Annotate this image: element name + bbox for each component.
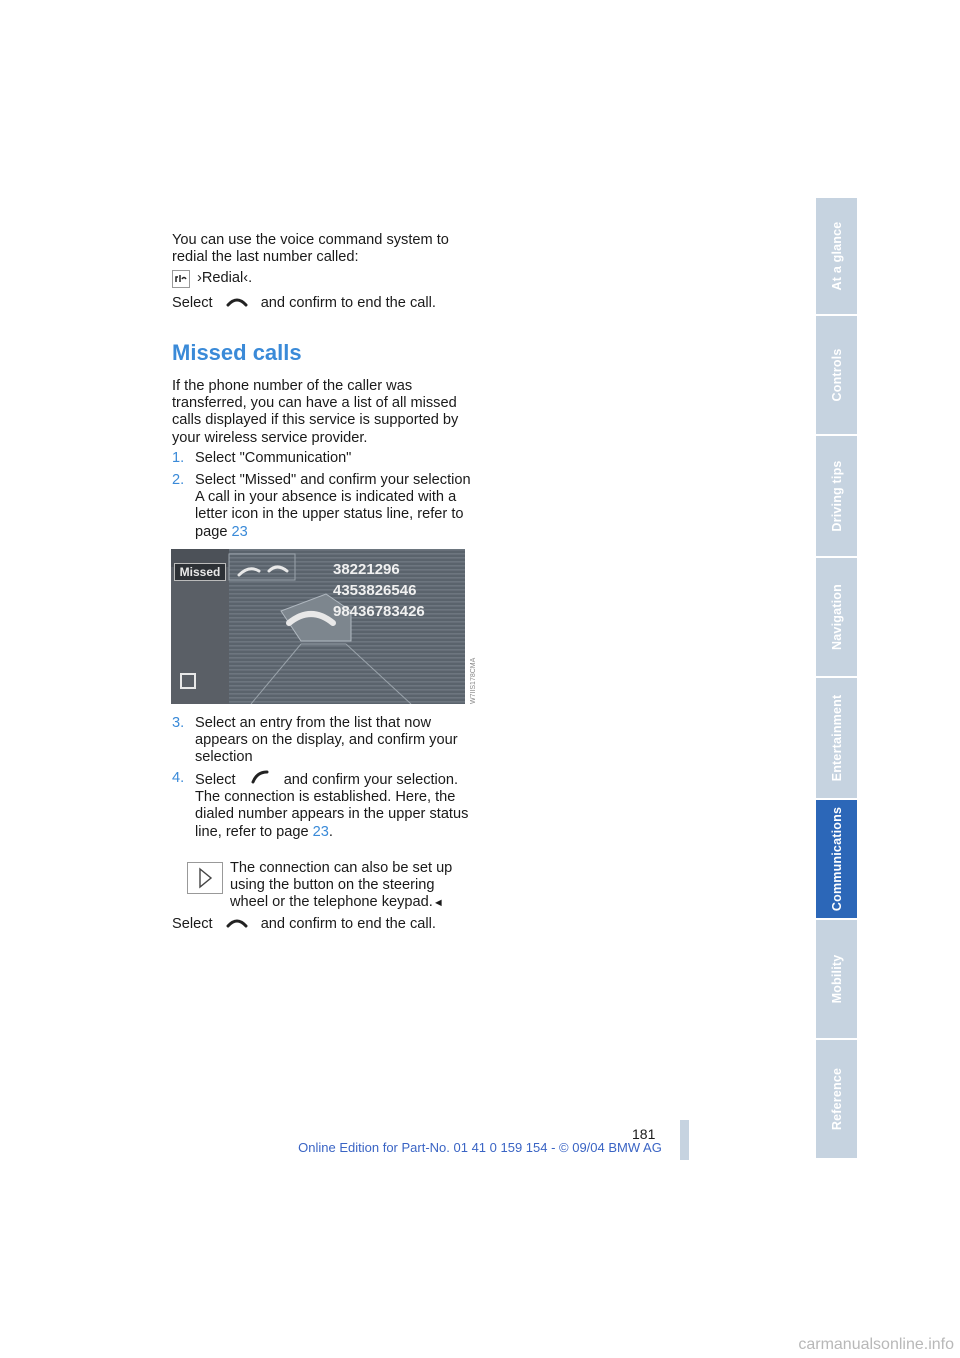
- step-text: The connection is established. Here, the dialed number appears in the upper status line, refer to page: [195, 789, 469, 840]
- list-item: [172, 450, 472, 468]
- end-mark: ◄: [432, 897, 444, 910]
- list-item: [172, 715, 472, 767]
- list-item: 4. Select and confirm your selection. The connection is established. Here, the dialed number appears in the upper status line, refer to page 23.: [172, 770, 469, 840]
- footer-text: Online Edition for Part-No. 01 41 0 159 154 - © 09/04 BMW AG: [298, 1140, 662, 1155]
- tab-controls[interactable]: Controls: [816, 316, 857, 436]
- list-item[interactable]: 38221296: [333, 561, 400, 578]
- note-text: The connection can also be set up using the button on the steering wheel or the telephone keypad.: [230, 860, 453, 911]
- tab-communications[interactable]: Communications: [816, 800, 857, 920]
- end-call-row: [172, 916, 472, 933]
- screen-tab-missed: Missed: [174, 563, 226, 581]
- page-link[interactable]: 23: [312, 823, 329, 840]
- note-block: [172, 860, 472, 913]
- tab-navigation[interactable]: Navigation: [816, 558, 857, 678]
- step-text: Select "Missed" and confirm your selection A call in your absence is indicated with a letter icon in the upper status line, refer to page: [195, 472, 471, 540]
- voice-command-icon: [172, 270, 190, 293]
- end-call-text: and confirm to end the call.: [260, 916, 436, 932]
- step-number: 4.: [172, 770, 185, 786]
- end-call-row: [172, 295, 472, 312]
- step-text: Select: [195, 772, 236, 788]
- step-number: 1.: [172, 450, 185, 466]
- end-call-icon: [217, 295, 257, 312]
- section-title: Missed calls: [172, 340, 302, 365]
- tab-entertainment[interactable]: Entertainment: [816, 678, 857, 800]
- step-number: 2.: [172, 472, 185, 488]
- page-link[interactable]: 23: [231, 523, 248, 540]
- missed-calls-screen: [171, 549, 465, 704]
- end-call-select: Select: [172, 916, 213, 932]
- section-description: If the phone number of the caller was transferred, you can have a list of all missed calls displayed if this service is supported by your wireless service provider.: [172, 378, 459, 446]
- step-text: Select "Communication": [195, 450, 352, 466]
- step-number: 3.: [172, 715, 185, 731]
- end-call-text: and confirm to end the call.: [260, 295, 436, 311]
- end-call-select: Select: [172, 295, 213, 311]
- tab-at-a-glance[interactable]: At a glance: [816, 198, 857, 316]
- tab-mobility[interactable]: Mobility: [816, 920, 857, 1040]
- intro-text: You can use the voice command system to redial the last number called:: [172, 232, 449, 266]
- call-icon: [240, 770, 280, 789]
- step-text: and confirm your selection.: [283, 772, 459, 788]
- list-item[interactable]: 4353826546: [333, 582, 417, 599]
- tab-driving-tips[interactable]: Driving tips: [816, 436, 857, 558]
- list-item: [172, 472, 472, 542]
- step-text: Select an entry from the list that now appears on the display, and confirm your selection: [195, 715, 458, 766]
- watermark: carmanualsonline.info: [798, 1336, 954, 1353]
- tab-reference[interactable]: Reference: [816, 1040, 857, 1160]
- page-number: 181: [632, 1126, 656, 1142]
- list-item[interactable]: 98436783426: [333, 603, 425, 620]
- screen-number-list: [333, 559, 425, 622]
- image-code: W7IIS178CMA: [470, 657, 477, 704]
- voice-command-text: ›Redial‹.: [197, 270, 253, 286]
- end-call-icon: [217, 916, 257, 933]
